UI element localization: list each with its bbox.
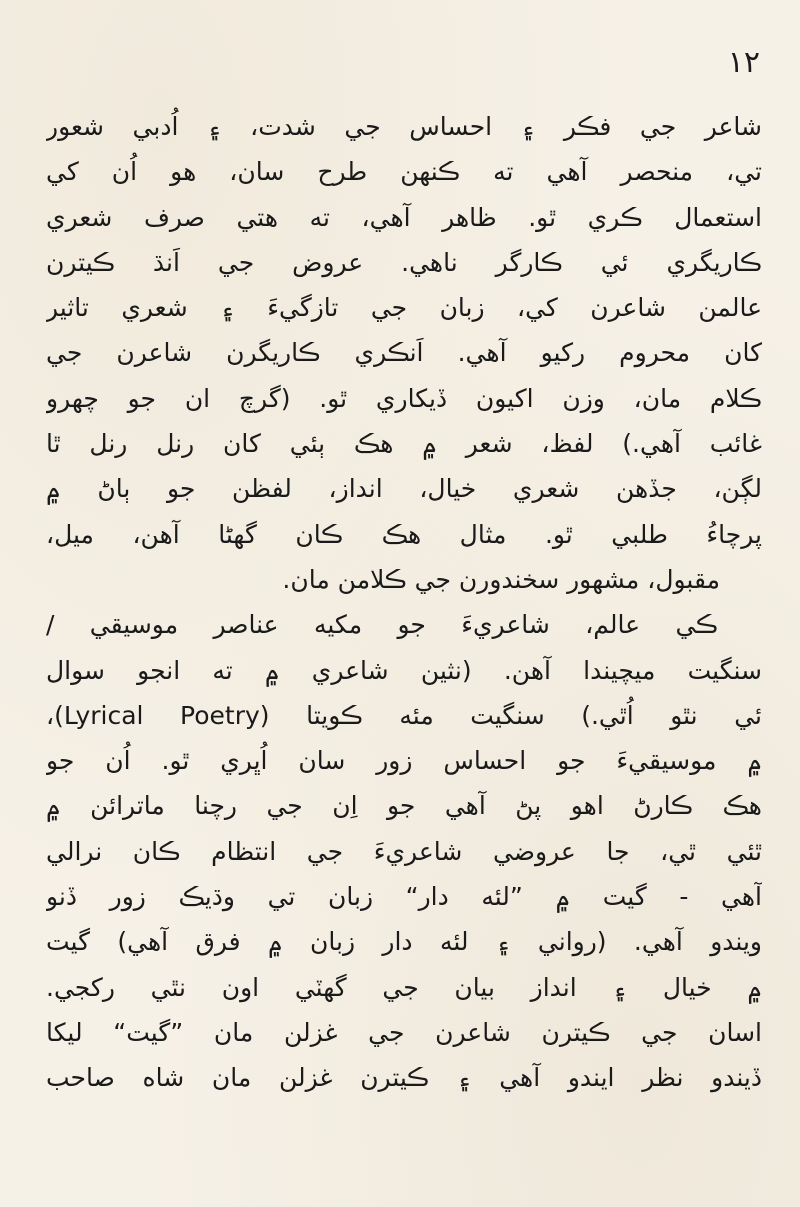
text-line: ۾ خيال ۽ انداز بيان جي گهٽي اون نٿي رکجي.	[46, 972, 762, 1002]
paragraph-last-line: مقبول، مشهور سخندورن جي ڪلامن مان.	[282, 564, 720, 594]
text-line: ويندو آهي. (رواني ۽ لئه دار زبان ۾ فرق آهي) گيت	[46, 927, 762, 957]
text-line: ڪلام مان، وزن اکيون ڏيکاري ٿو. (گرچ ان جو چهرو	[46, 383, 762, 413]
text-line: کان محروم رکيو آهي. اَنڪري ڪاريگرن شاعرن جي	[46, 338, 762, 368]
text-line: ڪاريگري ئي ڪارگر ناهي. عروض جي اَنڌ ڪيترن	[46, 247, 762, 277]
text-line: آهي - گيت ۾ ”لئه دار“ زبان تي وڌيڪ زور ڏنو	[46, 882, 762, 912]
text-line: هڪ ڪارڻ اهو پڻ آهي جو اِن جي رچنا ماترائن ۾	[46, 791, 762, 821]
text-line: پرچاءُ طلبي ٿو. مثال هڪ ڪان گهڻا آهن، ميل،	[46, 519, 762, 549]
text-line: شاعر جي فڪر ۽ احساس جي شدت، ۽ اُدبي شعور	[46, 112, 762, 141]
text-line: ٿئي ٿي، جا عروضي شاعريءَ جي انتظام ڪان نرالي	[46, 836, 762, 866]
text-line: ڏيندو نظر ايندو آهي ۽ ڪيترن غزلن مان شاه صاحب	[46, 1063, 762, 1093]
text-line: ئي نٿو اُٿي.) سنگيت مئه ڪويتا (Lyrical Poetry)،	[46, 700, 762, 730]
text-line: تي، منحصر آهي ته ڪنهن طرح سان، هو اُن کي	[46, 157, 762, 187]
text-line: غائب آهي.) لفظ، شعر ۾ هڪ ٻئي کان رنل رنل ٿا	[46, 429, 762, 459]
text-line: عالمن شاعرن کي، زبان جي تازگيءَ ۽ شعري تاثير	[46, 293, 762, 323]
text-line: لڳن، جڏهن شعري خيال، انداز، لفظن جو ٻاڻ ۾	[46, 474, 762, 504]
text-line: ۾ موسيقيءَ جو احساس زور سان اُڀري ٿو. اُن جو	[46, 746, 762, 776]
page-number: ١٢	[727, 45, 760, 80]
text-line: اسان جي ڪيترن شاعرن جي غزلن مان ”گيت“ ليکا	[46, 1017, 762, 1047]
text-line: سنگيت ميچيندا آهن. (نثين شاعري ۾ ته انجو سوال	[46, 655, 762, 685]
paragraph-first-line: ڪي عالم، شاعريءَ جو مکيه عناصر موسيقي /	[46, 610, 718, 640]
body-text	[46, 104, 762, 1101]
text-line: استعمال ڪري ٿو. ظاهر آهي، ته هتي صرف شعري	[46, 202, 762, 232]
